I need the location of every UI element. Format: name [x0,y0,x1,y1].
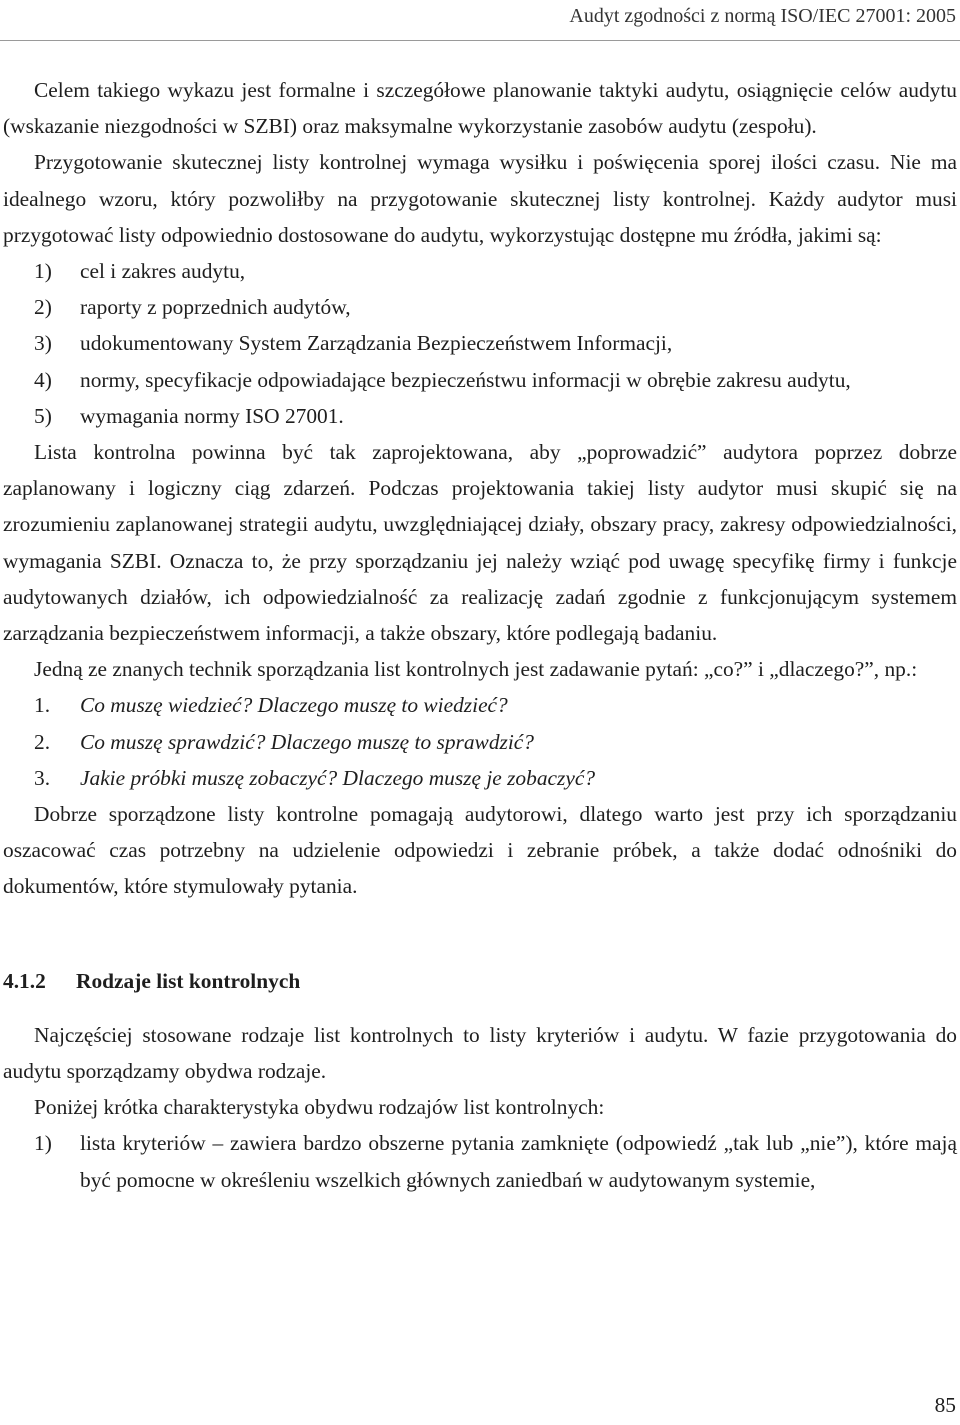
list-item-text: wymagania normy ISO 27001. [80,403,344,428]
list-item [3,362,957,398]
paragraph: Najczęściej stosowane rodzaje list kontrolnych to listy kryteriów i audytu. W fazie przygotowania do audytu sporządzamy obydwa rodzaje. [3,1022,957,1084]
list-item-number: 2. [34,729,51,754]
section-number: 4.1.2 [3,968,46,993]
paragraph: Jedną ze znanych technik sporządzania list kontrolnych jest zadawanie pytań: „co?” i „dlaczego?”, np.: [34,657,918,682]
page-number: 85 [934,1393,956,1417]
list-item-text: raporty z poprzednich audytów, [80,295,351,320]
paragraph: Przygotowanie skutecznej listy kontrolnej wymaga wysiłku i poświęcenia sporej ilości czasu. Nie ma idealnego wzoru, który pozwoliłby na przygotowanie skutecznej listy kontrolnej. Każdy audytor musi przygotować listy odpowiednio dostosowane do audytu, wykorzystując dostępne mu źródła, jakimi są: [3,150,957,247]
list-item [3,724,957,760]
list-item-number: 1. [34,693,51,718]
page-content [3,72,957,1198]
list-item-number: 1) [34,259,52,284]
list-item-text: lista kryteriów – zawiera bardzo obszerne pytania zamknięte (odpowiedź „tak lub „nie”), które mają być pomocne w określeniu wszelkich głównych zaniedbań w audytowanym systemie, [80,1131,957,1192]
list-item [3,325,957,361]
list-item-number: 1) [34,1131,52,1156]
list-item [3,687,957,723]
list-item-text: Co muszę wiedzieć? Dlaczego muszę to wiedzieć? [80,693,508,718]
paragraph: Lista kontrolna powinna być tak zaprojektowana, aby „poprowadzić” audytora poprzez dobrze zaplanowany i logiczny ciąg zdarzeń. Podczas projektowania takiej listy audytor musi skupić się na zrozumieniu zaplanowanej strategii audytu, uwzględniającej działy, obszary pracy, zakresy odpowiedzialności, wymagania SZBI. Oznacza to, że przy sporządzaniu jej należy wziąć pod uwagę specyfikę firmy i funkcje audytowanych działów, ich odpowiedzialność za realizację zadań zgodnie z funkcjonującym systemem zarządzania bezpieczeństwem informacji, a także obszary, które podlegają badaniu. [3,440,957,646]
section-heading [3,963,957,999]
list-item-number: 5) [34,403,52,428]
list-item-number: 3. [34,765,51,790]
running-header-title: Audyt zgodności z normą ISO/IEC 27001: 2005 [569,5,956,27]
list-item-text: Co muszę sprawdzić? Dlaczego muszę to sprawdzić? [80,729,534,754]
list-item [3,289,957,325]
list-item [3,760,957,796]
types-list [3,1125,957,1197]
list-item-text: normy, specyfikacje odpowiadające bezpieczeństwu informacji w obrębie zakresu audytu, [80,367,851,392]
list-item-number: 3) [34,331,52,356]
list-item-number: 4) [34,367,52,392]
paragraph: Dobrze sporządzone listy kontrolne pomagają audytorowi, dlatego warto jest przy ich sporządzaniu oszacować czas potrzebny na udzielenie odpowiedzi i zebranie próbek, a także dodać odnośniki do dokumentów, które stymulowały pytania. [3,802,957,899]
list-item-text: cel i zakres audytu, [80,259,246,284]
list-item [3,1125,957,1197]
list-item-text: Jakie próbki muszę zobaczyć? Dlaczego muszę je zobaczyć? [80,765,596,790]
questions-list [3,687,957,796]
paragraph: Celem takiego wykazu jest formalne i szczegółowe planowanie taktyki audytu, osiągnięcie celów audytu (wskazanie niezgodności w SZBI) oraz maksymalne wykorzystanie zasobów audytu (zespołu). [3,78,957,139]
paragraph: Poniżej krótka charakterystyka obydwu rodzajów list kontrolnych: [34,1095,605,1120]
running-header [0,0,960,41]
list-item [3,253,957,289]
sources-list [3,253,957,434]
list-item [3,398,957,434]
section-title: Rodzaje list kontrolnych [76,968,301,993]
list-item-text: udokumentowany System Zarządzania Bezpieczeństwem Informacji, [80,331,673,356]
list-item-number: 2) [34,295,52,320]
